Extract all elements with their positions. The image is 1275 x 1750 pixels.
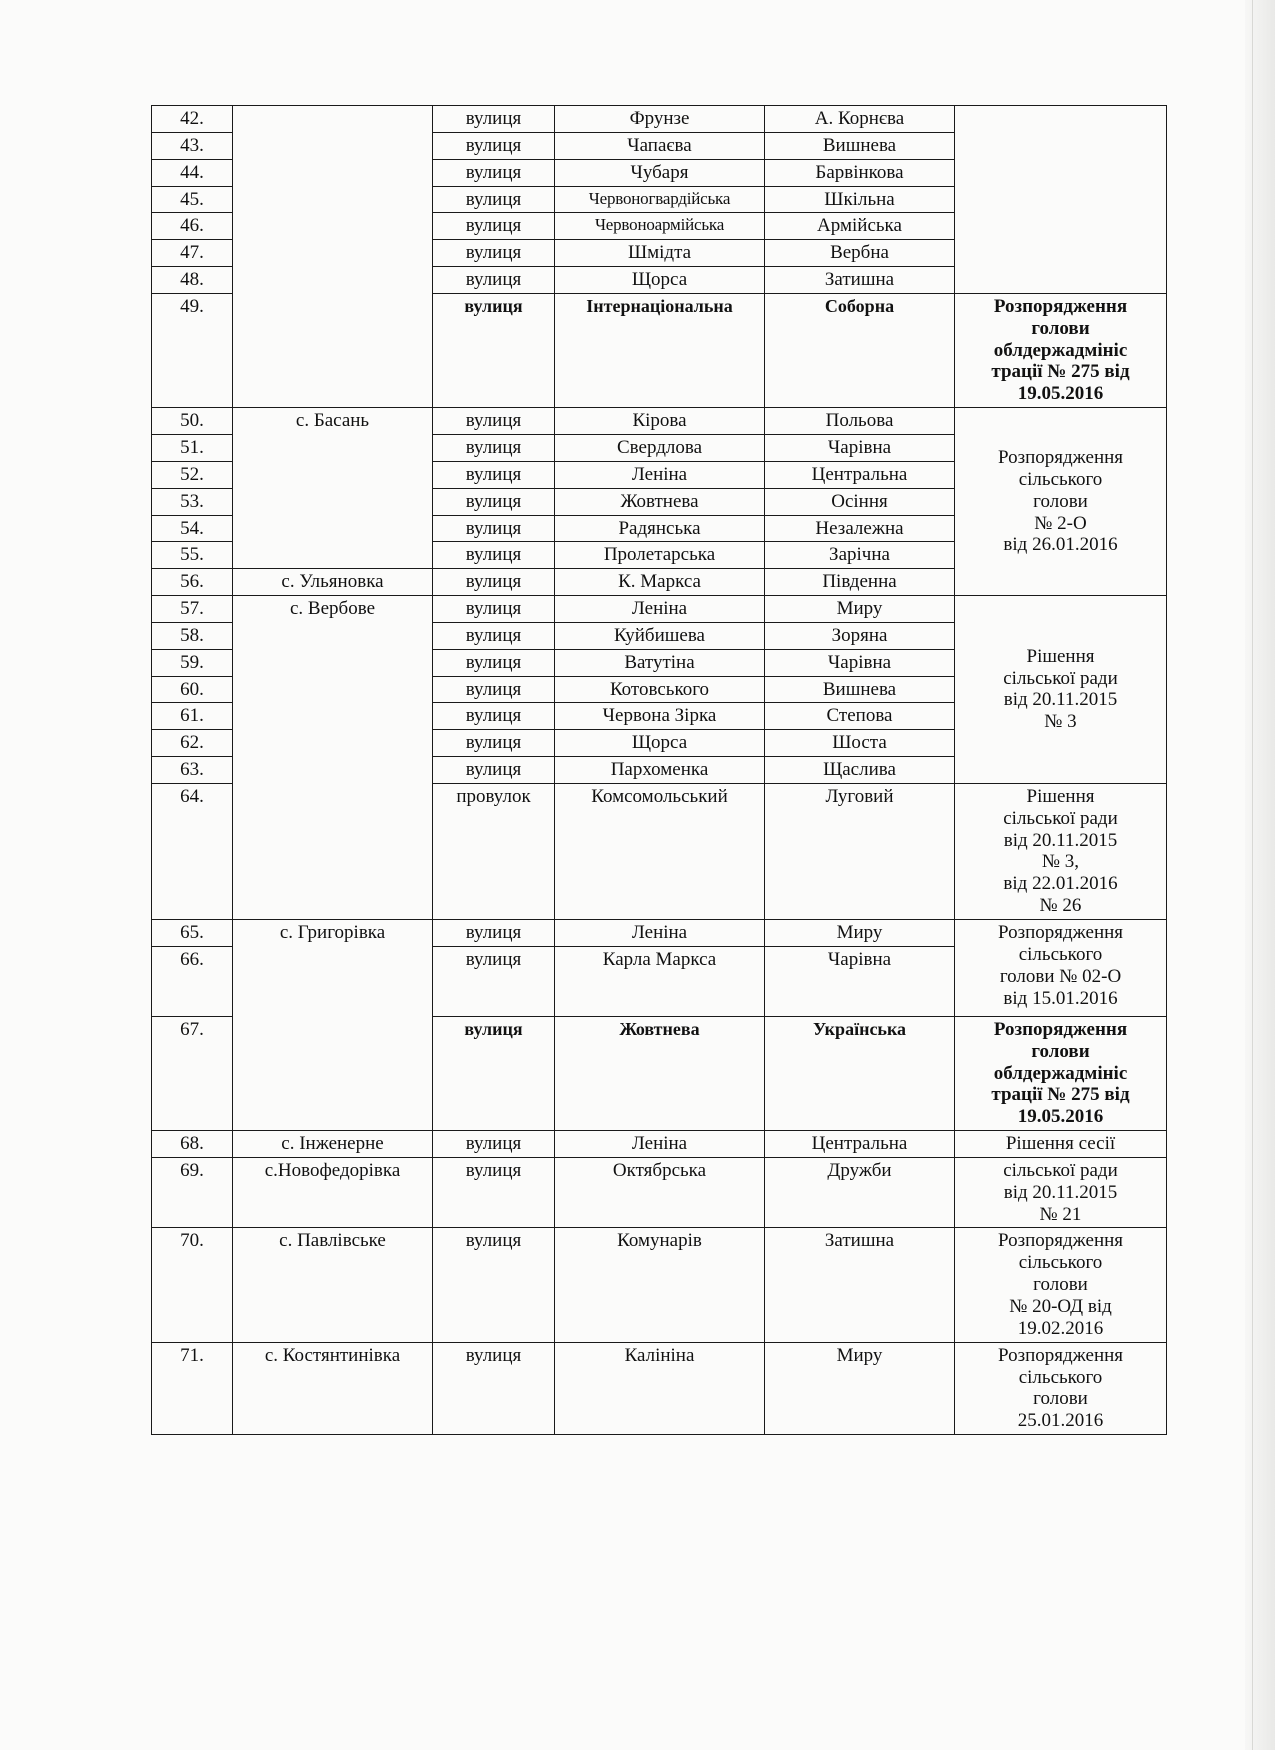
document-line: голови № 02-О [999,965,1122,987]
row-number: 68. [152,1131,233,1158]
document-line: № 21 [1039,1203,1082,1225]
document-cell [955,408,1167,596]
row-number: 60. [152,676,233,703]
street-type: вулиця [433,649,555,676]
new-name: Осіння [765,488,955,515]
old-name: Червоногвардійська [555,186,765,213]
old-name: Пархоменка [555,757,765,784]
old-name: Карла Маркса [555,946,765,1016]
document-line: № 26 [1039,895,1082,917]
old-name: Леніна [555,596,765,623]
old-name: Леніна [555,920,765,947]
street-type: вулиця [433,622,555,649]
old-name: Шмідта [555,240,765,267]
street-type: вулиця [433,730,555,757]
settlement-cell: с. Басань [233,408,433,569]
old-name: Інтернаціональна [555,293,765,407]
street-type: вулиця [433,569,555,596]
old-name: Червоноармійська [555,213,765,240]
document-line: облдержадмініс [993,339,1128,361]
new-name: Центральна [765,1131,955,1158]
row-number: 63. [152,757,233,784]
document-line: 19.05.2016 [1017,383,1104,405]
settlement-cell: с. Костянтинівка [233,1342,433,1434]
row-number: 48. [152,267,233,294]
table-row [152,1131,1167,1158]
row-number: 50. [152,408,233,435]
row-number: 54. [152,515,233,542]
row-number: 64. [152,783,233,919]
document-line: трації № 275 від [991,1084,1130,1106]
row-number: 55. [152,542,233,569]
old-name: Фрунзе [555,106,765,133]
document-line: сільської ради [1003,667,1118,689]
new-name: Зарічна [765,542,955,569]
old-name: Жовтнева [555,488,765,515]
new-name: Незалежна [765,515,955,542]
old-name: Чубаря [555,159,765,186]
document-line: Розпорядження [997,446,1124,468]
old-name: Жовтнева [555,1016,765,1130]
document-line: від 22.01.2016 [1003,873,1118,895]
document-line: № 20-ОД від [1009,1295,1112,1317]
document-line: голови [1033,1388,1088,1410]
new-name: Луговий [765,783,955,919]
old-name: Ватутіна [555,649,765,676]
document-line: сільського [1018,943,1103,965]
document-cell [955,596,1167,784]
row-number: 53. [152,488,233,515]
street-type: вулиця [433,293,555,407]
document-line: від 20.11.2015 [1003,689,1118,711]
street-type: вулиця [433,132,555,159]
street-type: вулиця [433,920,555,947]
document-line: Рішення сесії [1005,1133,1116,1155]
street-type: вулиця [433,542,555,569]
document-line: сільського [1018,1366,1103,1388]
settlement-cell: с. Павлівське [233,1228,433,1342]
document-line: 25.01.2016 [1017,1410,1104,1432]
street-type: вулиця [433,1342,555,1434]
street-type: вулиця [433,186,555,213]
document-line: голови [1031,1040,1090,1062]
new-name: Зоряна [765,622,955,649]
new-name: А. Корнєва [765,106,955,133]
row-number: 59. [152,649,233,676]
document-line: голови [1033,490,1088,512]
old-name: Куйбишева [555,622,765,649]
document-cell [955,920,1167,1017]
new-name: Центральна [765,461,955,488]
document-line: Рішення [1026,785,1095,807]
street-type: вулиця [433,488,555,515]
document-line: № 3, [1041,851,1080,873]
new-name: Соборна [765,293,955,407]
new-name: Степова [765,703,955,730]
row-number: 47. [152,240,233,267]
document-cell [955,1016,1167,1130]
street-type: вулиця [433,106,555,133]
document-cell [955,1157,1167,1228]
old-name: Щорса [555,730,765,757]
row-number: 43. [152,132,233,159]
page-edge-line [1252,0,1253,1750]
table-row [152,106,1167,133]
new-name: Вишнева [765,132,955,159]
new-name: Південна [765,569,955,596]
new-name: Чарівна [765,434,955,461]
street-type: вулиця [433,434,555,461]
document-cell [955,1342,1167,1434]
street-type: вулиця [433,596,555,623]
row-number: 49. [152,293,233,407]
street-type: вулиця [433,159,555,186]
document-line: Розпорядження [997,1344,1124,1366]
document-line: 19.02.2016 [1017,1317,1104,1339]
document-cell [955,106,1167,294]
street-type: вулиця [433,461,555,488]
old-name: Леніна [555,1131,765,1158]
table-row [152,1228,1167,1342]
document-line: голови [1031,317,1090,339]
new-name: Дружби [765,1157,955,1228]
document-line: від 26.01.2016 [1003,534,1118,556]
table-row [152,596,1167,623]
table-row [152,408,1167,435]
street-type: вулиця [433,1131,555,1158]
row-number: 61. [152,703,233,730]
street-renaming-table [151,105,1167,1435]
street-type: вулиця [433,267,555,294]
street-type: вулиця [433,240,555,267]
document-line: сільської ради [1003,807,1118,829]
document-line: сільського [1018,468,1103,490]
row-number: 57. [152,596,233,623]
row-number: 65. [152,920,233,947]
page-edge-shadow [1245,0,1275,1750]
old-name: К. Маркса [555,569,765,596]
document-line: Розпорядження [993,1018,1128,1040]
row-number: 66. [152,946,233,1016]
new-name: Армійська [765,213,955,240]
row-number: 56. [152,569,233,596]
document-line: Розпорядження [997,922,1124,943]
street-type: вулиця [433,515,555,542]
document-cell [955,1228,1167,1342]
new-name: Щаслива [765,757,955,784]
row-number: 62. [152,730,233,757]
old-name: Калініна [555,1342,765,1434]
settlement-cell: с. Ульяновка [233,569,433,596]
new-name: Барвінкова [765,159,955,186]
settlement-cell: с.Новофедорівка [233,1157,433,1228]
row-number: 52. [152,461,233,488]
row-number: 71. [152,1342,233,1434]
row-number: 70. [152,1228,233,1342]
row-number: 45. [152,186,233,213]
old-name: Щорса [555,267,765,294]
table-row [152,920,1167,947]
old-name: Чапаєва [555,132,765,159]
document-cell [955,293,1167,407]
new-name: Затишна [765,267,955,294]
document-line: № 2-О [1034,512,1087,534]
new-name: Миру [765,1342,955,1434]
row-number: 46. [152,213,233,240]
new-name: Шкільна [765,186,955,213]
street-type: вулиця [433,1016,555,1130]
street-type: вулиця [433,703,555,730]
new-name: Шоста [765,730,955,757]
street-type: вулиця [433,676,555,703]
street-type: вулиця [433,1228,555,1342]
document-cell [955,1131,1167,1158]
row-number: 44. [152,159,233,186]
new-name: Миру [765,920,955,947]
document-line: 19.05.2016 [1017,1106,1104,1128]
document-line: Розпорядження [997,1230,1124,1252]
table-row [152,1157,1167,1228]
table-row [152,1342,1167,1434]
document-line: від 15.01.2016 [1003,987,1118,1009]
old-name: Кірова [555,408,765,435]
document-line: облдержадмініс [993,1062,1128,1084]
street-type: вулиця [433,213,555,240]
street-type: вулиця [433,946,555,1016]
new-name: Польова [765,408,955,435]
document-line: трації № 275 від [991,361,1130,383]
document-line: Рішення [1026,645,1095,667]
row-number: 42. [152,106,233,133]
row-number: 51. [152,434,233,461]
new-name: Миру [765,596,955,623]
old-name: Котовського [555,676,765,703]
settlement-cell: с. Григорівка [233,920,433,1131]
new-name: Чарівна [765,649,955,676]
old-name: Леніна [555,461,765,488]
old-name: Комунарів [555,1228,765,1342]
document-line: № 3 [1044,711,1077,733]
old-name: Червона Зірка [555,703,765,730]
old-name: Радянська [555,515,765,542]
row-number: 58. [152,622,233,649]
document-line: Розпорядження [993,295,1128,317]
old-name: Свердлова [555,434,765,461]
settlement-cell: с. Інженерне [233,1131,433,1158]
new-name: Вербна [765,240,955,267]
new-name: Чарівна [765,946,955,1016]
old-name: Пролетарська [555,542,765,569]
street-type: вулиця [433,757,555,784]
row-number: 69. [152,1157,233,1228]
document-line: сільської ради [1003,1159,1118,1181]
settlement-cell: с. Вербове [233,596,433,920]
document-cell [955,783,1167,919]
new-name: Українська [765,1016,955,1130]
row-number: 67. [152,1016,233,1130]
new-name: Вишнева [765,676,955,703]
street-type: провулок [433,783,555,919]
old-name: Октябрська [555,1157,765,1228]
old-name: Комсомольський [555,783,765,919]
document-line: від 20.11.2015 [1003,1181,1118,1203]
street-type: вулиця [433,408,555,435]
settlement-cell [233,106,433,408]
document-line: від 20.11.2015 [1003,829,1118,851]
document-line: сільського [1018,1252,1103,1274]
document-line: голови [1033,1274,1088,1296]
new-name: Затишна [765,1228,955,1342]
street-type: вулиця [433,1157,555,1228]
